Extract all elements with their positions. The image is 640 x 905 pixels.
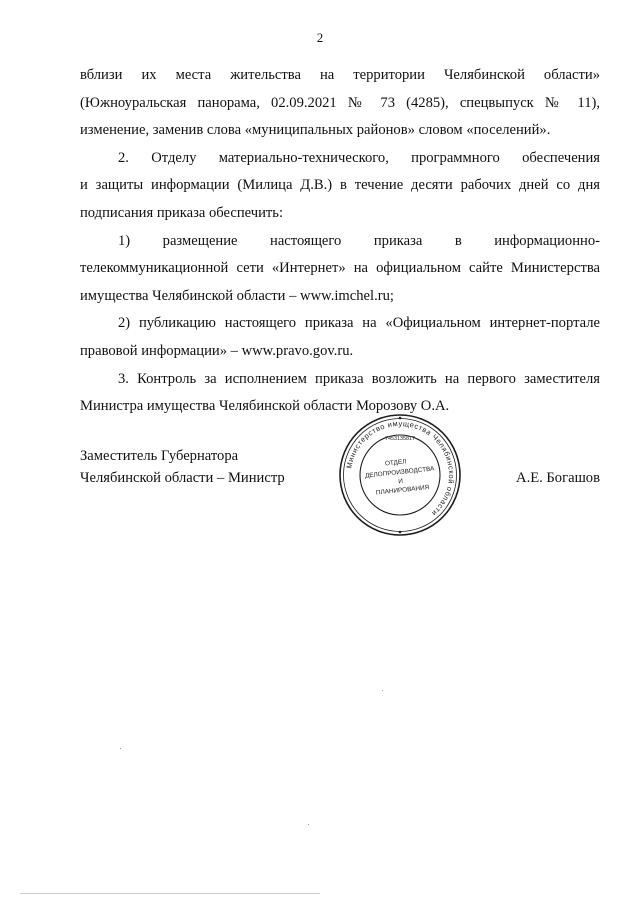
scan-speck: [382, 690, 383, 691]
paragraph-continuation: [80, 62, 600, 145]
text-line: 1) размещение настоящего приказа в информационно-: [118, 232, 600, 249]
stamp-star-dot: [399, 531, 402, 534]
scan-edge-line: [20, 893, 320, 894]
paragraph-item-2: [80, 145, 600, 228]
text-line: 3. Контроль за исполнением приказа возложить на первого заместителя: [118, 370, 600, 387]
document-body: [80, 62, 600, 421]
text-line: Министра имущества Челябинской области Морозову О.А.: [80, 398, 450, 415]
signature-block: [80, 418, 600, 535]
paragraph-subitem-2: [80, 310, 600, 365]
stamp-inner-text: ОТДЕЛ: [384, 458, 407, 468]
signatory-name: А.Е. Богашов: [516, 470, 600, 486]
text-line: вблизи их места жительства на территории Челябинской области»: [80, 67, 600, 83]
official-stamp-icon: [335, 410, 465, 540]
text-line: телекоммуникационной сети «Интернет» на официальном сайте Министерства: [80, 260, 600, 277]
text-line: 2) публикацию настоящего приказа на «Официальном интернет-портале: [118, 315, 600, 332]
text-line: 2. Отделу материально-технического, программного обеспечения: [118, 149, 600, 166]
stamp-inner-text: И: [398, 477, 404, 486]
text-line: подписания приказа обеспечить:: [80, 204, 284, 221]
signatory-title: [80, 445, 285, 489]
stamp-ring-text: Министерство имущества Челябинской области: [344, 418, 457, 519]
scan-speck: [120, 748, 121, 749]
text-line: (Южноуральская панорама, 02.09.2021 № 73 (4285), спецвыпуск № 11),: [80, 94, 600, 111]
stamp-inner-text: ДЕЛОПРОИЗВОДСТВА: [364, 465, 435, 480]
stamp-star-dot: [399, 417, 402, 420]
page-number: 2: [316, 30, 324, 45]
text-line: правовой информации» – www.pravo.gov.ru.: [80, 342, 354, 359]
text-line: изменение, заменив слова «муниципальных районов» словом «поселений».: [80, 122, 551, 139]
text-line: имущества Челябинской области – www.imchel.ru;: [80, 287, 394, 304]
signatory-title-line: Челябинской области – Министр: [80, 470, 285, 486]
signatory-title-line: Заместитель Губернатора: [80, 448, 239, 464]
stamp-inner-text: ПЛАНИРОВАНИЯ: [375, 484, 430, 497]
scan-speck: [308, 824, 309, 825]
stamp-code: 7453135817: [385, 436, 415, 442]
text-line: и защиты информации (Милица Д.В.) в течение десяти рабочих дней со дня: [80, 177, 600, 194]
paragraph-subitem-1: [80, 228, 600, 311]
